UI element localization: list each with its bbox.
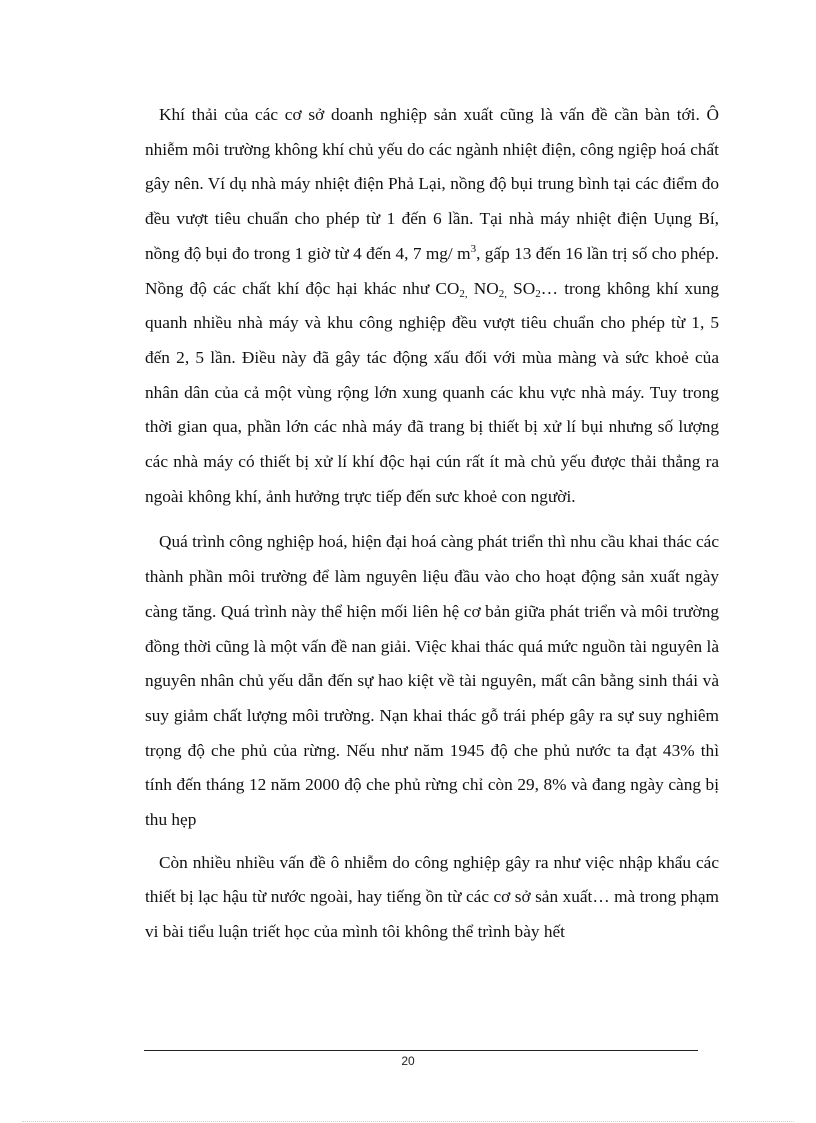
co2-subscript: 2, xyxy=(459,287,468,300)
cubic-meter-superscript: 3 xyxy=(470,242,477,255)
paragraph-1-text-2: , gấp 13 đến 16 lần trị số cho phép. Nồng độ các chất khí độc hại khác như CO xyxy=(145,243,719,298)
paragraph-1-text-4: SO xyxy=(506,278,536,298)
paragraph-other-pollution: Còn nhiều nhiều vấn đề ô nhiễm do công nghiệp gây ra như việc nhập khẩu các thiết bị lạc hậu từ nước ngoài, hay tiếng ồn từ các cơ sở sản xuất… mà trong phạm vi bài tiểu luận triết học của mình tôi không thể trình bày hết xyxy=(145,852,719,942)
paragraph-industrial-emissions xyxy=(145,98,719,514)
page-number: 20 xyxy=(401,1054,415,1068)
body-text xyxy=(145,98,719,961)
no2-subscript: 2, xyxy=(498,287,507,300)
paragraph-1-text-3: NO xyxy=(467,278,499,298)
paragraph-resource-exploitation: Quá trình công nghiệp hoá, hiện đại hoá càng phát triển thì nhu cầu khai thác các thành phần môi trường để làm nguyên liệu đầu vào cho hoạt động sản xuất ngày càng tăng. Quá trình này thể hiện mối liên hệ cơ bản giữa phát triển và môi trường đồng thời cũng là một vấn đề nan giải. Việc khai thác quá mức nguồn tài nguyên là nguyên nhân chủ yếu dẫn đến sự hao kiệt về tài nguyên, mất cân bằng sinh thái và suy giảm chất lượng môi trường. Nạn khai thác gỗ trái phép gây ra sự suy nghiêm trọng độ che phủ của rừng. Nếu như năm 1945 độ che phủ nước ta đạt 43% thì tính đến tháng 12 năm 2000 độ che phủ rừng chỉ còn 29, 8% và đang ngày càng bị thu hẹp xyxy=(145,532,720,830)
so2-subscript: 2 xyxy=(535,287,541,300)
paragraph-1-text: Khí thải của các cơ sở doanh nghiệp sản xuất cũng là vấn đề cần bàn tới. Ô nhiễm môi trường không khí chủ yếu do các ngành nhiệt điện, công ngiệp hoá chất gây nên. Ví dụ nhà máy nhiệt điện Phả Lại, nồng độ bụi trung bình tại các điểm đo đều vượt tiêu chuẩn cho phép từ 1 đến 6 lần. Tại nhà máy nhiệt điện Uụng Bí, nồng độ bụi đo trong 1 giờ từ 4 đến 4, 7 mg/ m xyxy=(145,105,719,263)
page-bottom-dotted-border xyxy=(22,1121,794,1122)
paragraph-1-text-5: … trong không khí xung quanh nhiều nhà máy và khu công nghiệp đều vượt tiêu chuẩn cho phép từ 1, 5 đến 2, 5 lần. Điều này đã gây tác động xấu đối với mùa màng và sức khoẻ của nhân dân của cả một vùng rộng lớn xung quanh các khu vực nhà máy. Tuy trong thời gian qua, phần lớn các nhà máy đã trang bị thiết bị xử lí bụi nhưng số lượng các nhà máy có thiết bị xử lí khí độc hại cún rất ít mà chủ yếu được thải thẳng ra ngoài không khí, ảnh hưởng trực tiếp đến sưc khoẻ con người. xyxy=(145,278,720,506)
footer-divider xyxy=(144,1050,698,1051)
